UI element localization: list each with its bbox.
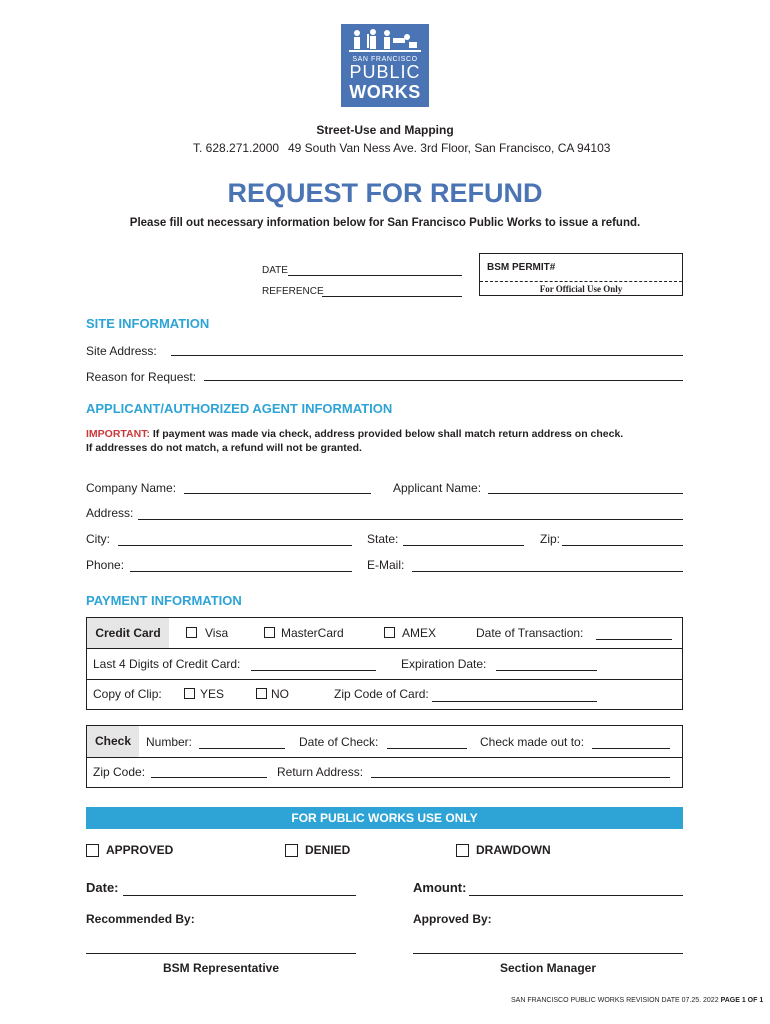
- payment-heading: PAYMENT INFORMATION: [86, 593, 242, 608]
- approved-checkbox[interactable]: [86, 844, 99, 857]
- expiration-field[interactable]: [496, 670, 597, 671]
- transaction-date-field[interactable]: [596, 639, 672, 640]
- manager-signature-line[interactable]: [413, 953, 683, 954]
- denied-checkbox[interactable]: [285, 844, 298, 857]
- workers-silhouette-icon: [347, 28, 423, 56]
- office-address: 49 South Van Ness Ave. 3rd Floor, San Francisco, CA 94103: [288, 141, 611, 155]
- zip-field[interactable]: [562, 545, 683, 546]
- city-field[interactable]: [118, 545, 352, 546]
- bsm-rep-label: BSM Representative: [162, 961, 280, 975]
- public-works-logo: [341, 24, 429, 107]
- check-number-field[interactable]: [199, 748, 285, 749]
- clip-yes-label: YES: [200, 687, 225, 701]
- row-divider: [86, 679, 683, 680]
- mastercard-checkbox[interactable]: [264, 627, 275, 638]
- visa-checkbox[interactable]: [186, 627, 197, 638]
- email-label: E-Mail:: [367, 558, 405, 572]
- address-field[interactable]: [138, 519, 683, 520]
- office-date-field[interactable]: [123, 895, 356, 896]
- important-notice: [86, 427, 686, 455]
- permit-box[interactable]: [479, 253, 683, 296]
- expiration-label: Expiration Date:: [401, 657, 487, 671]
- bsm-signature-line[interactable]: [86, 953, 356, 954]
- reason-field[interactable]: [204, 380, 683, 381]
- amount-label: Amount:: [413, 880, 467, 895]
- clip-no-label: NO: [271, 687, 289, 701]
- logo-line-3: WORKS: [349, 82, 421, 102]
- approved-label: APPROVED: [106, 843, 174, 857]
- permit-divider: [480, 281, 682, 282]
- official-use-note: For Official Use Only: [539, 284, 623, 294]
- last4-label: Last 4 Digits of Credit Card:: [93, 657, 241, 671]
- site-address-field[interactable]: [171, 355, 683, 356]
- date-field[interactable]: [288, 275, 462, 276]
- amex-label: AMEX: [402, 626, 437, 640]
- address-label: Address:: [86, 506, 134, 520]
- zip-label: Zip:: [540, 532, 561, 546]
- return-address-field[interactable]: [371, 777, 670, 778]
- state-field[interactable]: [403, 545, 524, 546]
- important-text: If payment was made via check, address provided below shall match return address on check.: [152, 428, 624, 440]
- date-label: DATE: [262, 265, 288, 276]
- copy-of-clip-label: Copy of Clip:: [93, 687, 162, 701]
- made-out-to-label: Check made out to:: [480, 735, 585, 749]
- section-manager-label: Section Manager: [499, 961, 597, 975]
- return-address-label: Return Address:: [277, 765, 364, 779]
- check-label: Check: [87, 726, 139, 757]
- applicant-name-field[interactable]: [488, 493, 683, 494]
- footer-page: PAGE 1 OF 1: [720, 997, 764, 1004]
- office-date-label: Date:: [86, 880, 119, 895]
- made-out-to-field[interactable]: [592, 748, 670, 749]
- amount-field[interactable]: [469, 895, 683, 896]
- reference-label: REFERENCE: [262, 286, 324, 297]
- clip-yes-checkbox[interactable]: [184, 688, 195, 699]
- site-address-label: Site Address:: [86, 344, 157, 358]
- logo-line-1: SAN FRANCISCO: [352, 56, 418, 63]
- credit-card-label: Credit Card: [87, 618, 169, 648]
- phone-label: Phone:: [86, 558, 125, 572]
- approved-by-label: Approved By:: [413, 912, 492, 926]
- visa-label: Visa: [205, 626, 229, 640]
- permit-label: BSM PERMIT#: [487, 262, 556, 273]
- applicant-name-label: Applicant Name:: [393, 481, 482, 495]
- recommended-by-label: Recommended By:: [86, 912, 195, 926]
- reference-field[interactable]: [322, 296, 462, 297]
- amex-checkbox[interactable]: [384, 627, 395, 638]
- phone-field[interactable]: [130, 571, 352, 572]
- check-date-label: Date of Check:: [299, 735, 379, 749]
- reason-label: Reason for Request:: [86, 370, 197, 384]
- phone-number: T. 628.271.2000: [193, 141, 280, 155]
- email-field[interactable]: [412, 571, 683, 572]
- last4-field[interactable]: [251, 670, 376, 671]
- footer: [511, 997, 763, 1004]
- logo-line-2: PUBLIC: [349, 62, 421, 82]
- department-name: Street-Use and Mapping: [316, 123, 454, 137]
- page-subtitle: Please fill out necessary information below for San Francisco Public Works to issue a refund.: [129, 217, 641, 229]
- important-text-2: If addresses do not match, a refund will not be granted.: [86, 442, 362, 454]
- denied-label: DENIED: [305, 843, 351, 857]
- card-zip-label: Zip Code of Card:: [334, 687, 429, 701]
- drawdown-checkbox[interactable]: [456, 844, 469, 857]
- company-name-label: Company Name:: [86, 481, 177, 495]
- city-label: City:: [86, 532, 110, 546]
- important-prefix: IMPORTANT:: [86, 428, 150, 440]
- site-info-heading: SITE INFORMATION: [86, 316, 210, 331]
- check-zip-label: Zip Code:: [93, 765, 146, 779]
- transaction-date-label: Date of Transaction:: [476, 626, 584, 640]
- state-label: State:: [367, 532, 399, 546]
- footer-revision: SAN FRANCISCO PUBLIC WORKS REVISION DATE 07.25. 2022: [511, 997, 719, 1004]
- check-number-label: Number:: [146, 735, 193, 749]
- row-divider: [86, 757, 683, 758]
- mastercard-label: MasterCard: [281, 626, 344, 640]
- card-zip-field[interactable]: [432, 701, 597, 702]
- office-use-banner: FOR PUBLIC WORKS USE ONLY: [86, 807, 683, 829]
- company-name-field[interactable]: [184, 493, 371, 494]
- applicant-heading: APPLICANT/AUTHORIZED AGENT INFORMATION: [86, 401, 393, 416]
- check-date-field[interactable]: [387, 748, 467, 749]
- clip-no-checkbox[interactable]: [256, 688, 267, 699]
- drawdown-label: DRAWDOWN: [476, 843, 551, 857]
- check-zip-field[interactable]: [151, 777, 267, 778]
- page-title: REQUEST FOR REFUND: [227, 178, 543, 208]
- row-divider: [86, 648, 683, 649]
